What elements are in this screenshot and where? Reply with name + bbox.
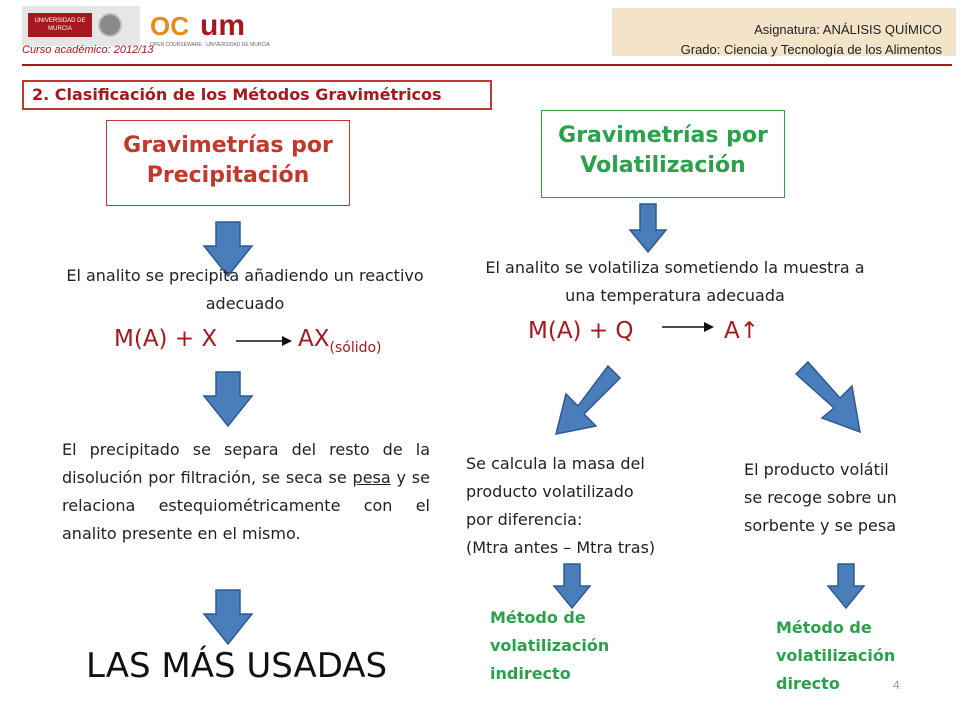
- page-number: 4: [893, 678, 900, 692]
- precipitation-description: El analito se precipita añadiendo un reactivo adecuado: [66, 266, 424, 313]
- direct-method-line3: directo: [776, 674, 840, 693]
- indirect-description: [466, 450, 716, 562]
- course-year: Curso académico: 2012/13: [22, 44, 154, 56]
- volatilization-box: [541, 110, 785, 198]
- ocw-logo-oc: OC: [150, 11, 189, 41]
- separation-text-post: y se relaciona estequiométricamente con el analito presente en el mismo.: [62, 468, 430, 543]
- diagonal-arrow-right-icon: [796, 362, 860, 432]
- down-arrow-icon: [554, 564, 590, 608]
- volatilization-eq-left: M(A) + Q: [528, 318, 634, 344]
- volatilization-description: El analito se volatiliza sometiendo la muestra a una temperatura adecuada: [485, 258, 865, 305]
- down-arrow-icon: [828, 564, 864, 608]
- indirect-method-line3: indirecto: [490, 664, 571, 683]
- volatilization-eq-right: A↑: [724, 318, 760, 344]
- indirect-method-line1: Método de: [490, 608, 586, 627]
- precipitation-separation-text: [62, 436, 430, 548]
- down-arrow-icon: [204, 372, 252, 426]
- volatilization-title-line2: Volatilización: [580, 153, 746, 178]
- indirect-line1: Se calcula la masa del: [466, 454, 645, 473]
- direct-method-line1: Método de: [776, 618, 872, 637]
- direct-method-label: [776, 614, 956, 698]
- volatilization-title-line1: Gravimetrías por: [558, 123, 768, 148]
- indirect-line2: producto volatilizado: [466, 482, 634, 501]
- direct-line2: se recoge sobre un: [744, 488, 897, 507]
- precipitation-box: [106, 120, 350, 206]
- precipitation-title-line2: Precipitación: [146, 163, 310, 188]
- university-logo-text: UNIVERSIDAD DE MURCIA: [28, 13, 92, 37]
- direct-line1: El producto volátil: [744, 460, 889, 479]
- subject-label: Asignatura: ANÁLISIS QUÍMICO: [754, 22, 942, 37]
- down-arrow-icon: [630, 204, 666, 252]
- precipitation-eq-left: M(A) + X: [114, 326, 218, 352]
- ocw-logo-um: um: [200, 9, 245, 42]
- ocw-logo-sub: OPEN COURSEWARE · UNIVERSIDAD DE MURCIA: [150, 42, 270, 48]
- indirect-line3: por diferencia:: [466, 510, 583, 529]
- diagonal-arrow-left-icon: [556, 366, 620, 434]
- section-title: 2. Clasificación de los Métodos Gravimétricos: [22, 80, 492, 110]
- precipitation-title-line1: Gravimetrías por: [123, 133, 333, 158]
- separation-text-pre: El precipitado se separa del resto de la disolución por filtración, se seca se: [62, 440, 430, 487]
- direct-line3: sorbente y se pesa: [744, 516, 897, 535]
- direct-description: [744, 456, 944, 540]
- indirect-method-line2: volatilización: [490, 636, 610, 655]
- down-arrow-icon: [204, 590, 252, 644]
- indirect-method-label: [490, 604, 670, 688]
- indirect-line4: (Mtra antes – Mtra tras): [466, 538, 656, 557]
- separation-text-underlined: pesa: [352, 468, 391, 487]
- direct-method-line2: volatilización: [776, 646, 896, 665]
- conclusion-text: LAS MÁS USADAS: [86, 646, 388, 686]
- precipitation-eq-product: AX: [298, 326, 330, 352]
- precipitation-eq-right: [298, 326, 382, 356]
- precipitation-eq-subscript: (sólido): [329, 340, 382, 356]
- degree-label: Grado: Ciencia y Tecnología de los Alimentos: [680, 42, 942, 57]
